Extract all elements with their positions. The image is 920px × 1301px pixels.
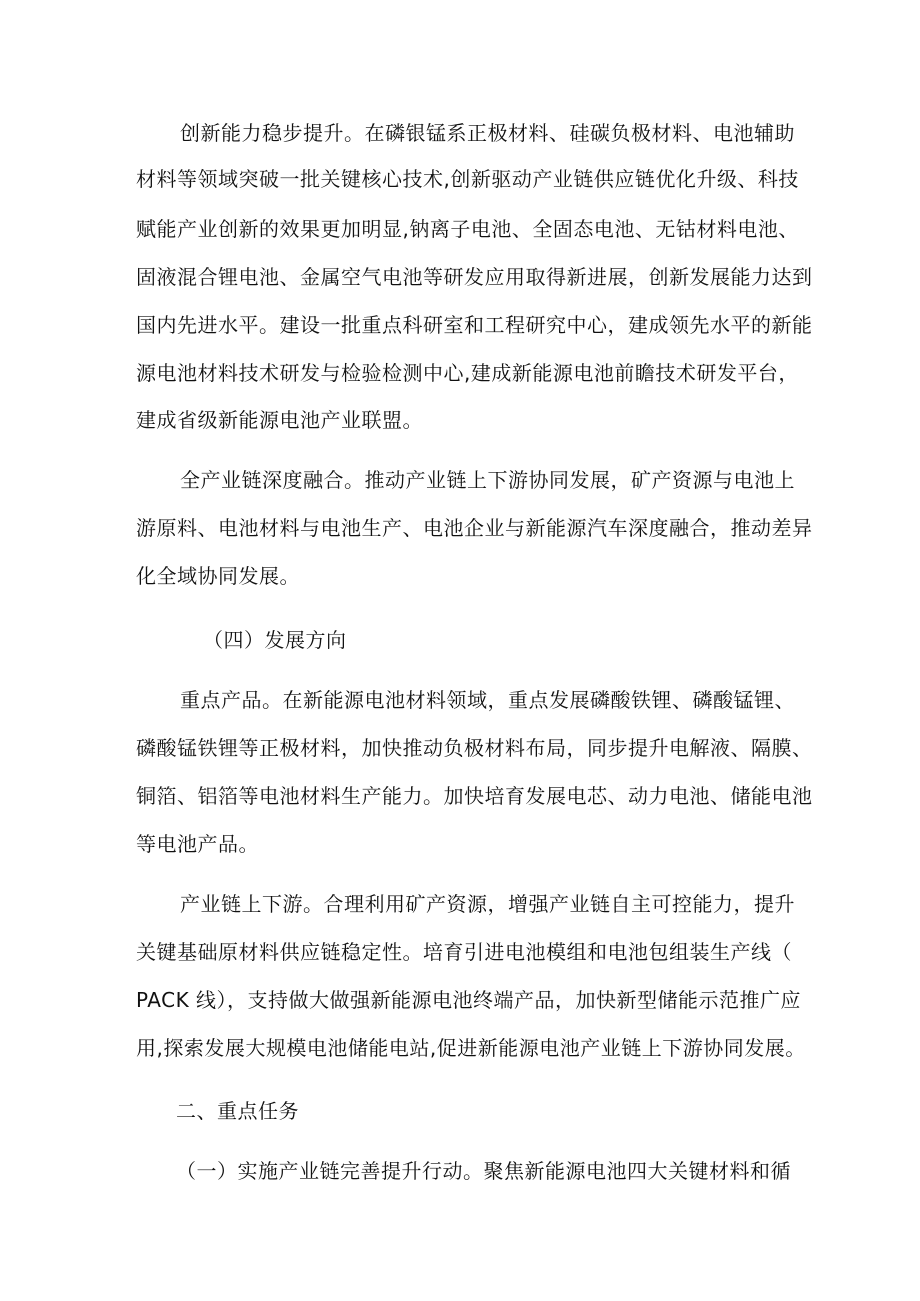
text-line: 产业链上下游。合理利用矿产资源，增强产业链自主可控能力，提升	[180, 892, 795, 916]
text-line: PACK 线），支持做大做强新能源电池终端产品，加快新型储能示范推广应	[136, 988, 802, 1012]
text-line: 国内先进水平。建设一批重点科研室和工程研究中心，建成领先水平的新能	[136, 313, 813, 337]
text-line: 用,探索发展大规模电池储能电站,促进新能源电池产业链上下游协同发展。	[136, 1036, 806, 1060]
text-line: 磷酸锰铁锂等正极材料，加快推动负极材料布局，同步提升电解液、隔膜、	[136, 736, 813, 760]
text-line: 赋能产业创新的效果更加明显,钠离子电池、全固态电池、无钴材料电池、	[136, 217, 799, 241]
text-line: 游原料、电池材料与电池生产、电池企业与新能源汽车深度融合，推动差异	[136, 516, 813, 540]
text-line: 化全域协同发展。	[136, 564, 300, 588]
text-line: 创新能力稳步提升。在磷银锰系正极材料、硅碳负极材料、电池辅助	[180, 121, 795, 145]
text-line: 铜箔、铝箔等电池材料生产能力。加快培育发展电芯、动力电池、储能电池	[136, 784, 813, 808]
text-line: （一）实施产业链完善提升行动。聚焦新能源电池四大关键材料和循	[176, 1159, 791, 1183]
text-line: 等电池产品。	[136, 832, 259, 856]
text-line: 源电池材料技术研发与检验检测中心,建成新能源电池前瞻技术研发平台，	[136, 361, 799, 385]
text-line: 建成省级新能源电池产业联盟。	[136, 408, 423, 432]
text-line: 二、重点任务	[176, 1099, 299, 1123]
text-line: （四）发展方向	[203, 628, 347, 652]
text-line: 材料等领域突破一批关键核心技术,创新驱动产业链供应链优化升级、科技	[136, 167, 799, 191]
text-line: 固液混合锂电池、金属空气电池等研发应用取得新进展，创新发展能力达到	[136, 265, 813, 289]
text-line: 重点产品。在新能源电池材料领域，重点发展磷酸铁锂、磷酸锰锂、	[180, 688, 795, 712]
text-line: 关键基础原材料供应链稳定性。培育引进电池模组和电池包组装生产线（	[136, 940, 792, 964]
text-line: 全产业链深度融合。推动产业链上下游协同发展，矿产资源与电池上	[180, 468, 795, 492]
